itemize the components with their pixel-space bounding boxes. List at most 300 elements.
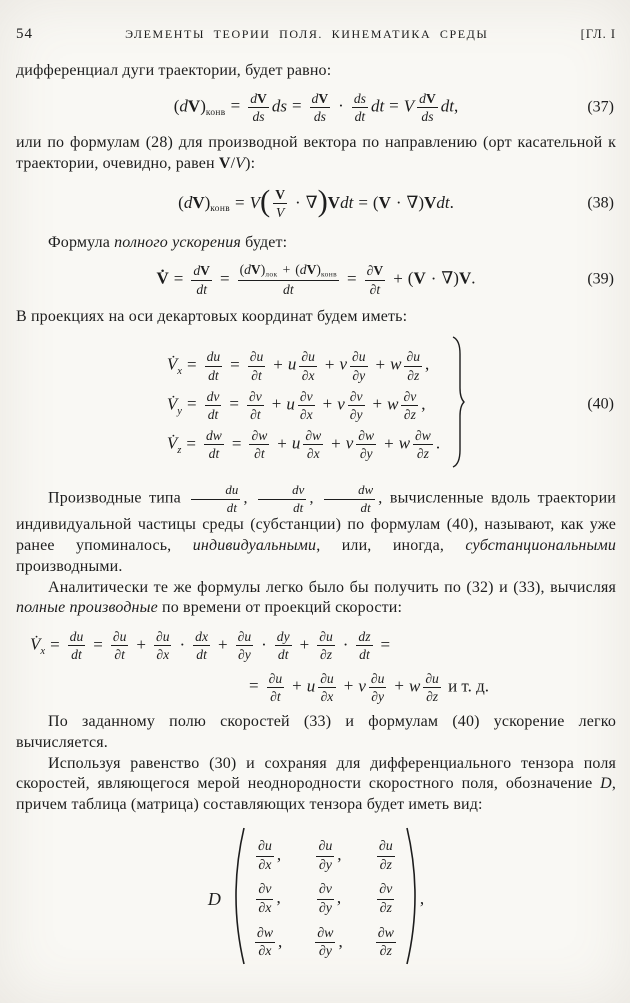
math-text: ∂ <box>319 647 327 663</box>
math-text: дифференциал дуги траектории, будет равно: <box>16 62 332 79</box>
matrix-cell <box>312 839 342 873</box>
math-text: ∂ <box>268 670 276 686</box>
math-text: По заданному полю скоростей (33) и формулам (40) ускорение легко вычисляется. <box>16 713 616 751</box>
fraction <box>318 671 336 704</box>
numerator <box>401 389 418 406</box>
numerator <box>273 187 287 204</box>
math-text: y <box>356 406 363 422</box>
math-text: ∂ <box>349 388 357 404</box>
math-text: dv <box>292 483 305 498</box>
math-text: ∂ <box>378 839 386 855</box>
page-header <box>16 26 616 43</box>
numerator <box>256 882 273 900</box>
vector-symbol: V <box>318 90 329 106</box>
math-text: z <box>386 900 392 916</box>
math-text: ) <box>260 262 266 278</box>
math-text: dw <box>358 483 374 498</box>
denominator <box>255 943 275 960</box>
math-text: ∂ <box>112 629 120 645</box>
subscript: конв <box>210 203 231 214</box>
math-text: будет: <box>240 233 288 251</box>
denominator <box>317 646 335 662</box>
math-text: z <box>326 647 332 663</box>
math-text: ) <box>316 262 321 278</box>
math-text: d <box>183 192 193 212</box>
denominator <box>423 688 441 704</box>
operator: · <box>342 634 349 654</box>
fraction <box>204 428 224 461</box>
numerator <box>238 262 339 281</box>
denominator <box>273 204 287 220</box>
math-text: ∂ <box>379 857 387 873</box>
math-text: w <box>258 428 268 444</box>
math-text: ds <box>252 109 265 125</box>
fraction <box>154 629 172 662</box>
denominator <box>356 646 372 662</box>
fraction <box>273 187 287 220</box>
numerator <box>258 483 306 499</box>
math-text: x <box>265 944 272 960</box>
equation-number: (37) <box>587 98 614 116</box>
math-text: dt <box>277 647 289 663</box>
math-text: dt <box>208 446 220 462</box>
equation-number: (39) <box>587 270 614 288</box>
operator: = <box>220 268 230 288</box>
math-text: или по формулам (28) для производной вектора по направлению (орт касательной к траектории, очевидно, равен <box>16 134 616 173</box>
math-text: ) <box>204 192 211 212</box>
formula-total-derivative <box>16 629 616 704</box>
operator: + <box>375 354 386 374</box>
math-text: dt <box>440 96 455 116</box>
denominator <box>248 108 269 124</box>
operator: + <box>331 433 341 453</box>
math-text: ∂ <box>318 882 326 898</box>
numerator <box>316 839 334 857</box>
math-text: , вычисленные вдоль траектории индивидуальной частицы среды (субстанции) по формулам (40), называют, как уже ранее упоминалось, <box>16 489 616 554</box>
math-text: ∂ <box>237 629 245 645</box>
math-text: w <box>312 428 322 444</box>
math-text: , или, иногда, <box>316 536 466 554</box>
math-text: ∂ <box>415 428 422 444</box>
operator: · <box>295 192 301 212</box>
fraction <box>315 926 335 960</box>
math-text: ∂ <box>371 688 378 704</box>
math-text: v <box>255 388 262 404</box>
operator: · <box>179 634 186 654</box>
math-text: ∂ <box>359 446 367 462</box>
operator: + <box>372 394 383 414</box>
denominator <box>352 108 368 124</box>
math-text: v <box>265 882 272 898</box>
math-text: , причем таблица (матрица) составляющих тензора будет иметь вид: <box>16 775 616 814</box>
math-text: ∂ <box>270 688 277 704</box>
math-text: ∂ <box>319 629 326 645</box>
numerator <box>350 349 368 366</box>
paragraph-intro <box>16 61 616 82</box>
operator: = <box>186 354 197 374</box>
math-text: z <box>386 857 392 873</box>
math-text: ∂ <box>301 349 309 365</box>
fraction <box>248 91 269 124</box>
math-text: ∂ <box>358 428 366 444</box>
equation-body <box>157 262 476 297</box>
math-text: x <box>306 406 313 422</box>
vector-symbol: V <box>306 262 317 278</box>
numerator <box>111 629 129 646</box>
denominator <box>404 367 422 383</box>
fraction <box>191 483 240 515</box>
math-text: ds <box>271 96 287 116</box>
math-text: ∂ <box>320 688 328 704</box>
math-text: v <box>325 882 332 898</box>
denominator <box>417 108 438 124</box>
math-text: dt <box>207 406 219 422</box>
math-text: ∂ <box>403 388 411 404</box>
math-text: ∂ <box>366 263 374 279</box>
math-text: ∂ <box>352 367 360 383</box>
math-text: ( <box>407 268 414 288</box>
math-text: w <box>263 925 274 941</box>
fraction <box>205 349 223 382</box>
fraction <box>350 349 368 382</box>
numerator <box>315 926 335 944</box>
math-text: ∂ <box>249 388 256 404</box>
math-text: dx <box>195 629 208 645</box>
math-text: В проекциях на оси декартовых координат будем иметь: <box>16 307 408 325</box>
math-text: , <box>336 888 342 908</box>
vector-symbol: V <box>200 263 210 279</box>
operator: · <box>430 268 437 288</box>
equation-body <box>174 91 459 124</box>
math-text: / <box>230 155 236 173</box>
fraction <box>377 882 394 916</box>
trailing-comma: , <box>419 889 425 909</box>
tensor-symbol: D <box>207 888 221 909</box>
math-text: ∇ <box>441 268 454 288</box>
math-text: u <box>244 629 252 645</box>
math-text: z <box>432 688 439 704</box>
denominator <box>376 943 396 960</box>
denominator <box>310 108 331 124</box>
math-text: и т. д. <box>443 676 489 696</box>
math-text: d <box>250 90 257 106</box>
math-text: ∂ <box>318 839 326 855</box>
vector-symbol: V <box>275 187 286 202</box>
math-text: x <box>163 647 170 663</box>
math-text: ds <box>313 109 326 125</box>
fraction <box>258 483 306 515</box>
math-text: w <box>365 428 375 444</box>
matrix-cell <box>312 882 342 916</box>
denominator <box>315 943 335 960</box>
math-text: x <box>265 900 272 916</box>
math-text: t <box>121 647 125 663</box>
fraction <box>377 839 395 873</box>
math-text: , <box>425 354 430 374</box>
operator: = <box>230 96 241 116</box>
math-text: dt <box>436 192 450 212</box>
math-text: ∇ <box>305 192 318 212</box>
math-text: V <box>403 96 415 116</box>
math-text: , <box>243 489 256 507</box>
math-text: v <box>306 388 313 404</box>
math-text: полного ускорения <box>114 233 241 251</box>
math-text: w <box>408 676 421 696</box>
operator: + <box>136 634 146 654</box>
vector-symbol: V <box>187 96 201 116</box>
math-text: , <box>421 394 426 414</box>
math-text: ∂ <box>406 349 414 365</box>
math-text: t <box>276 688 281 704</box>
numerator <box>417 91 438 108</box>
grouping-brace-icon <box>450 336 465 474</box>
numerator <box>317 629 335 646</box>
operator: + <box>273 354 283 374</box>
denominator <box>298 406 315 422</box>
math-text: w <box>387 394 399 414</box>
math-text: ∂ <box>251 428 259 444</box>
formula-38 <box>16 184 616 224</box>
numerator <box>247 389 264 406</box>
math-text: u <box>119 629 127 645</box>
fraction <box>236 629 254 662</box>
math-text: ds <box>353 90 366 106</box>
equation-number: (40) <box>587 396 614 414</box>
math-text: ∂ <box>318 857 326 873</box>
numerator <box>191 483 240 499</box>
math-text: x <box>265 857 272 873</box>
operator: = <box>186 394 197 414</box>
operator: · <box>338 96 344 116</box>
numerator <box>193 629 210 646</box>
numerator <box>204 428 224 445</box>
vector-symbol: V <box>378 192 391 212</box>
vector-symbol: V <box>257 90 267 106</box>
math-text: dt <box>340 192 354 212</box>
numerator <box>255 926 275 944</box>
math-text: d <box>419 90 426 106</box>
math-text: индивидуальными <box>192 536 317 554</box>
math-text: y <box>366 446 373 462</box>
math-text: Используя равенство (30) и сохраняя для дифференциального тензора поля скоростей, являющегося мерой неоднородности скоростного поля, обозначение <box>16 754 616 793</box>
math-text: ∂ <box>156 647 164 663</box>
denominator <box>401 406 418 422</box>
page-body <box>16 61 616 973</box>
math-text: ∂ <box>305 428 313 444</box>
fraction <box>317 629 335 662</box>
math-text: . <box>435 433 441 453</box>
fraction <box>348 389 365 422</box>
operator: = <box>230 354 240 374</box>
math-text: z <box>386 944 392 960</box>
math-text: u <box>432 670 439 686</box>
math-text: ( <box>173 96 180 116</box>
denominator <box>191 281 212 297</box>
denominator <box>324 500 375 515</box>
math-text: ∂ <box>377 925 385 941</box>
math-text: v <box>345 433 354 453</box>
math-text: ): <box>245 155 256 173</box>
fraction <box>417 91 438 124</box>
math-text: , <box>337 845 342 865</box>
operator: = <box>93 634 103 654</box>
math-text: v <box>410 388 417 404</box>
math-text: y <box>359 367 366 383</box>
math-text: ∇ <box>406 192 419 212</box>
numerator <box>376 926 396 944</box>
math-text: z <box>410 406 416 422</box>
math-text: x <box>327 688 334 704</box>
fraction <box>401 389 418 422</box>
numerator <box>248 91 269 108</box>
fraction <box>369 671 387 704</box>
math-text: u <box>308 349 315 365</box>
math-text: dt <box>226 500 238 515</box>
math-text: , <box>278 931 283 951</box>
math-text: dt <box>354 109 366 125</box>
vector-symbol: V <box>413 268 426 288</box>
math-text: u <box>358 349 366 365</box>
big-paren: ) <box>317 183 328 218</box>
numerator <box>303 428 323 445</box>
equation-rows <box>167 343 440 467</box>
math-text: ∂ <box>425 670 433 686</box>
page-number: 54 <box>16 26 33 42</box>
math-text: du <box>69 629 84 645</box>
chapter-label: [ГЛ. I <box>580 27 616 41</box>
operator: = <box>235 192 245 212</box>
operator: + <box>218 634 228 654</box>
numerator <box>267 671 285 688</box>
paragraph-tensor <box>16 754 616 816</box>
operator: + <box>394 676 404 696</box>
numerator <box>404 349 422 366</box>
paragraph-projections <box>16 307 616 328</box>
denominator <box>236 646 254 662</box>
denominator <box>249 445 269 461</box>
denominator <box>377 900 394 917</box>
matrix-cell <box>252 839 282 873</box>
subscript: x <box>40 645 46 657</box>
math-text: u <box>326 670 334 686</box>
fraction <box>376 926 396 960</box>
math-text: u <box>287 354 297 374</box>
math-text: y <box>244 647 251 663</box>
paren-glyph <box>405 826 418 966</box>
matrix-cell <box>373 882 399 916</box>
math-text: ( <box>178 192 184 212</box>
vector-symbol: V <box>218 155 231 173</box>
math-text: u <box>264 839 272 855</box>
math-text: ∂ <box>299 388 307 404</box>
denominator <box>111 646 129 662</box>
operator: = <box>173 268 184 288</box>
math-text: dt <box>293 500 304 515</box>
fraction <box>423 671 441 704</box>
formula-39 <box>16 262 616 297</box>
math-text: v <box>358 676 366 696</box>
paragraph-computable <box>16 712 616 754</box>
vector-symbol: V <box>373 263 384 279</box>
math-text: V <box>275 205 285 221</box>
fraction <box>205 389 222 422</box>
fraction <box>267 671 285 704</box>
denominator <box>248 367 266 383</box>
math-text: w <box>421 428 431 444</box>
subscript: x <box>177 366 182 378</box>
math-text: V̇ <box>166 433 178 453</box>
math-text: dt <box>283 282 294 298</box>
matrix-cell <box>373 926 399 960</box>
math-text: x <box>308 367 315 383</box>
numerator <box>377 839 395 857</box>
math-text: , <box>276 845 282 865</box>
fraction <box>255 926 275 960</box>
math-text: d <box>179 96 188 116</box>
operator: = <box>291 96 302 116</box>
matrix-cell <box>252 926 282 960</box>
math-text: y <box>377 688 384 704</box>
math-text: , <box>276 888 281 908</box>
operator: + <box>324 354 335 374</box>
denominator <box>193 646 210 662</box>
math-text: V <box>249 192 261 212</box>
paragraph-individual-derivatives <box>16 483 616 577</box>
fraction <box>256 882 273 916</box>
operator: = <box>380 634 391 654</box>
denominator <box>256 900 273 917</box>
matrix-cell <box>312 926 342 960</box>
operator: = <box>186 433 196 453</box>
denominator <box>316 857 334 874</box>
math-text: ∂ <box>407 367 414 383</box>
math-text: dt <box>208 367 219 383</box>
operator: = <box>347 268 357 288</box>
math-text: ∂ <box>369 281 377 297</box>
math-text: dz <box>358 629 371 645</box>
math-text: V̇ <box>166 354 178 374</box>
operator: = <box>249 676 259 696</box>
math-text: du <box>225 483 239 498</box>
formula-37 <box>16 91 616 124</box>
math-text: d <box>311 90 319 106</box>
math-text: ∂ <box>301 367 309 383</box>
fraction <box>238 262 339 297</box>
vector-symbol: V̇ <box>156 268 169 288</box>
math-text: ∂ <box>250 406 257 422</box>
equation-row <box>167 428 440 461</box>
math-text: ∂ <box>426 688 433 704</box>
math-text: ∂ <box>318 944 326 960</box>
math-text: u <box>385 839 393 855</box>
operator: · <box>395 192 402 212</box>
math-text: d <box>299 262 307 278</box>
operator: + <box>271 394 282 414</box>
denominator <box>348 406 365 422</box>
math-text: t <box>376 281 381 297</box>
math-text: ∂ <box>258 944 266 960</box>
numerator <box>236 629 254 646</box>
equation-line <box>16 629 616 662</box>
denominator <box>205 406 222 422</box>
math-text: ∂ <box>318 900 326 916</box>
operator: + <box>343 676 354 696</box>
math-text: ∂ <box>370 670 378 686</box>
denominator <box>365 281 386 297</box>
math-text: w <box>390 354 402 374</box>
math-text: . <box>449 192 454 212</box>
math-text: u <box>286 394 295 414</box>
